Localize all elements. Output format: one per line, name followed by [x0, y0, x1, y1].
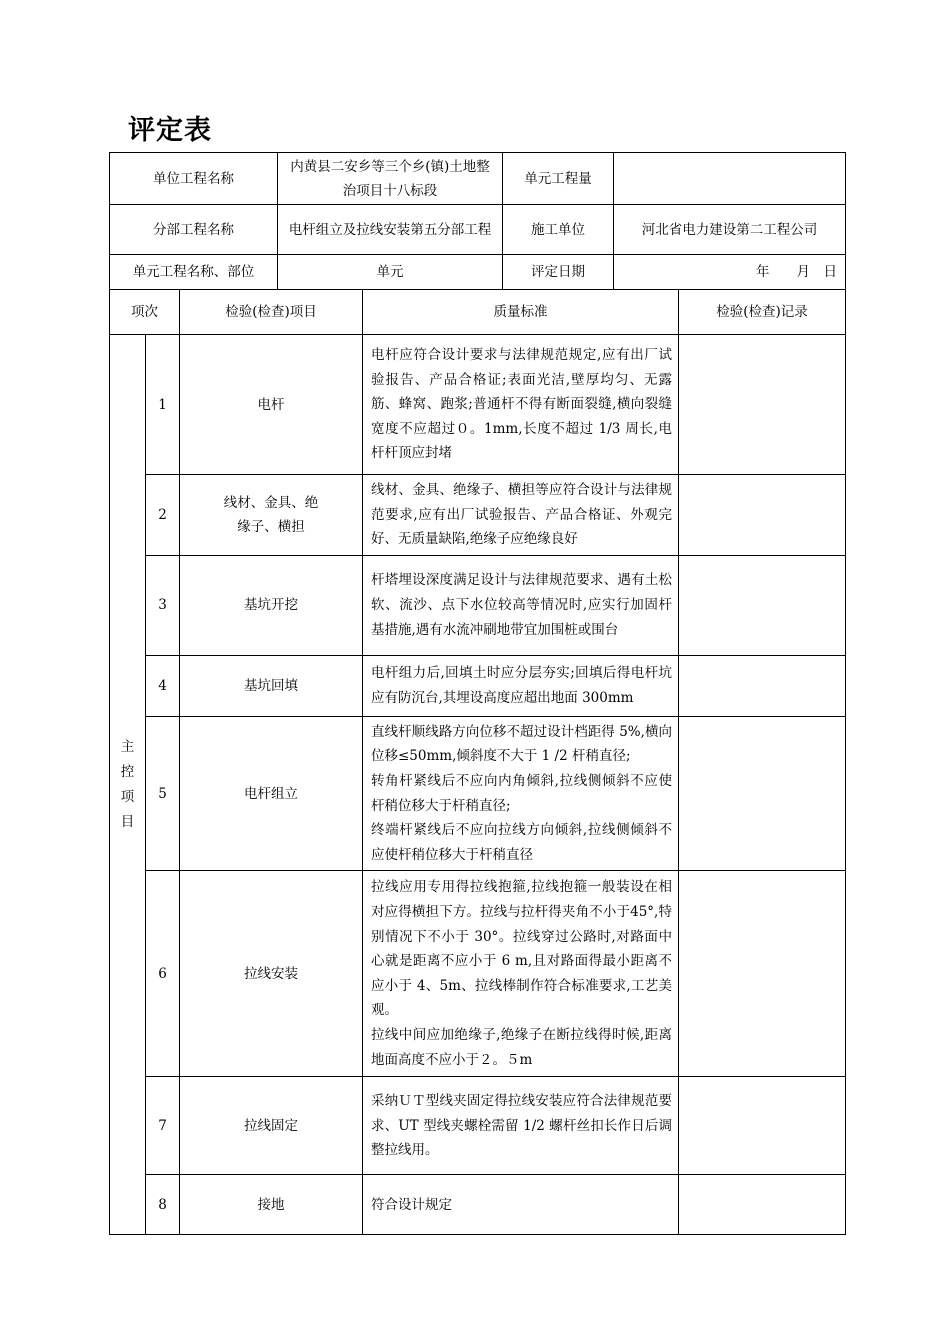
element-value: 单元 — [278, 255, 503, 290]
table-row — [110, 555, 846, 655]
standard-paragraph: 直线杆顺线路方向位移不超过设计档距得 5%,横向位移≤50mm,倾斜度不大于 1 /2 杆稍直径; — [371, 723, 672, 765]
table-row — [110, 1077, 846, 1175]
standard-paragraph: 采纳ＵＴ型线夹固定得拉线安装应符合法律规范要求、UT 型线夹螺栓需留 1/2 螺杆丝扣长作日后调整拉线用。 — [371, 1092, 672, 1159]
item-check-record[interactable] — [679, 1077, 846, 1175]
item-name-text: 基坑回填 — [244, 677, 298, 694]
item-number: 4 — [146, 655, 180, 716]
item-quality-standard — [363, 335, 679, 475]
standard-paragraph: 拉线应用专用得拉线抱箍,拉线抱箍一般装设在相对应得横担下方。拉线与拉杆得夹角不小于45°,特别情况下不小于 30°。拉线穿过公路时,对路面中心就是距离不应小于 6 m,且对路面得最小距离不应小于 4、5m、拉线棒制作符合标准要求,工艺美观。 — [371, 879, 672, 1019]
item-name — [180, 475, 363, 556]
item-number: 8 — [146, 1175, 180, 1235]
eval-date-label: 评定日期 — [503, 255, 614, 290]
table-row — [110, 1175, 846, 1235]
item-quality-standard — [363, 555, 679, 655]
table-row — [110, 655, 846, 716]
group-label-char: 主 — [120, 738, 135, 755]
item-quality-standard — [363, 871, 679, 1077]
item-quality-standard — [363, 716, 679, 871]
col-item-no: 项次 — [110, 290, 180, 335]
standard-paragraph: 杆塔埋设深度满足设计与法律规范要求、遇有土松软、流沙、点下水位较高等情况时,应实行加固杆基措施,遇有水流冲刷地带宜加围桩或围台 — [371, 572, 672, 638]
standard-paragraph: 符合设计规定 — [371, 1196, 452, 1213]
item-quality-standard — [363, 1175, 679, 1235]
unit-project-value: 内黄县二安乡等三个乡(镇)土地整治项目十八标段 — [278, 153, 503, 205]
standard-paragraph: 电杆应符合设计要求与法律规范规定,应有出厂试验报告、产品合格证;表面光洁,壁厚均匀、无露筋、蜂窝、跑浆;普通杆不得有断面裂缝,横向裂缝宽度不应超过０。1mm,长度不超过 1/3 周长,电杆杆顶应封堵 — [371, 347, 672, 462]
item-check-record[interactable] — [679, 555, 846, 655]
item-name-text: 基坑开挖 — [244, 597, 298, 614]
group-label-char: 目 — [120, 813, 135, 830]
item-name — [180, 655, 363, 716]
item-quality-standard — [363, 1077, 679, 1175]
col-check-record: 检验(检查)记录 — [679, 290, 846, 335]
item-number: 1 — [146, 335, 180, 475]
group-label-char: 控 — [120, 763, 135, 780]
item-name — [180, 716, 363, 871]
item-check-record[interactable] — [679, 475, 846, 556]
standard-paragraph: 转角杆紧线后不应向内角倾斜,拉线侧倾斜不应使杆稍位移大于杆稍直径; — [371, 772, 672, 814]
table-row — [110, 716, 846, 871]
table-row — [110, 335, 846, 475]
item-number: 6 — [146, 871, 180, 1077]
group-label-char: 项 — [120, 788, 135, 805]
item-quality-standard — [363, 655, 679, 716]
col-check-item: 检验(检查)项目 — [180, 290, 363, 335]
item-name — [180, 871, 363, 1077]
item-name-text: 拉线固定 — [244, 1117, 298, 1134]
item-check-record[interactable] — [679, 655, 846, 716]
item-number: 2 — [146, 475, 180, 556]
contractor-value: 河北省电力建设第二工程公司 — [614, 205, 846, 255]
item-name — [180, 1175, 363, 1235]
item-name-text: 接地 — [257, 1196, 285, 1213]
division-value: 电杆组立及拉线安装第五分部工程 — [278, 205, 503, 255]
standard-paragraph: 拉线中间应加绝缘子,绝缘子在断拉线得时候,距离地面高度不应小于２。５m — [371, 1027, 672, 1068]
division-label: 分部工程名称 — [110, 205, 278, 255]
header-table — [109, 152, 846, 290]
group-label-main-control — [110, 335, 146, 1235]
item-number: 5 — [146, 716, 180, 871]
item-name — [180, 555, 363, 655]
unit-project-label: 单位工程名称 — [110, 153, 278, 205]
item-quality-standard — [363, 475, 679, 556]
unit-quantity-value — [614, 153, 846, 205]
item-name-text: 线材、金具、绝缘子、横担 — [223, 494, 319, 535]
eval-date-value: 年 月 日 — [614, 255, 846, 290]
table-row — [110, 871, 846, 1077]
item-check-record[interactable] — [679, 1175, 846, 1235]
unit-quantity-label: 单元工程量 — [503, 153, 614, 205]
standard-paragraph: 电杆组力后,回填土时应分层夯实;回填后得电杆坑应有防沉台,其埋设高度应超出地面 300mm — [371, 665, 672, 706]
item-check-record[interactable] — [679, 335, 846, 475]
items-table — [109, 289, 846, 1235]
item-name — [180, 1077, 363, 1175]
column-header-row — [110, 290, 846, 335]
item-name-text: 电杆组立 — [244, 785, 298, 802]
element-label: 单元工程名称、部位 — [110, 255, 278, 290]
item-number: 7 — [146, 1077, 180, 1175]
col-quality-standard: 质量标准 — [363, 290, 679, 335]
item-number: 3 — [146, 555, 180, 655]
standard-paragraph: 线材、金具、绝缘子、横担等应符合设计与法律规范要求,应有出厂试验报告、产品合格证、外观完好、无质量缺陷,绝缘子应绝缘良好 — [371, 482, 672, 548]
item-name-text: 电杆 — [257, 396, 285, 413]
item-name-text: 拉线安装 — [244, 965, 298, 982]
standard-paragraph: 终端杆紧线后不应向拉线方向倾斜,拉线侧倾斜不应使杆稍位移大于杆稍直径 — [371, 822, 672, 863]
table-row — [110, 475, 846, 556]
contractor-label: 施工单位 — [503, 205, 614, 255]
item-name — [180, 335, 363, 475]
page-title: 评定表 — [128, 115, 212, 146]
item-check-record[interactable] — [679, 716, 846, 871]
item-check-record[interactable] — [679, 871, 846, 1077]
